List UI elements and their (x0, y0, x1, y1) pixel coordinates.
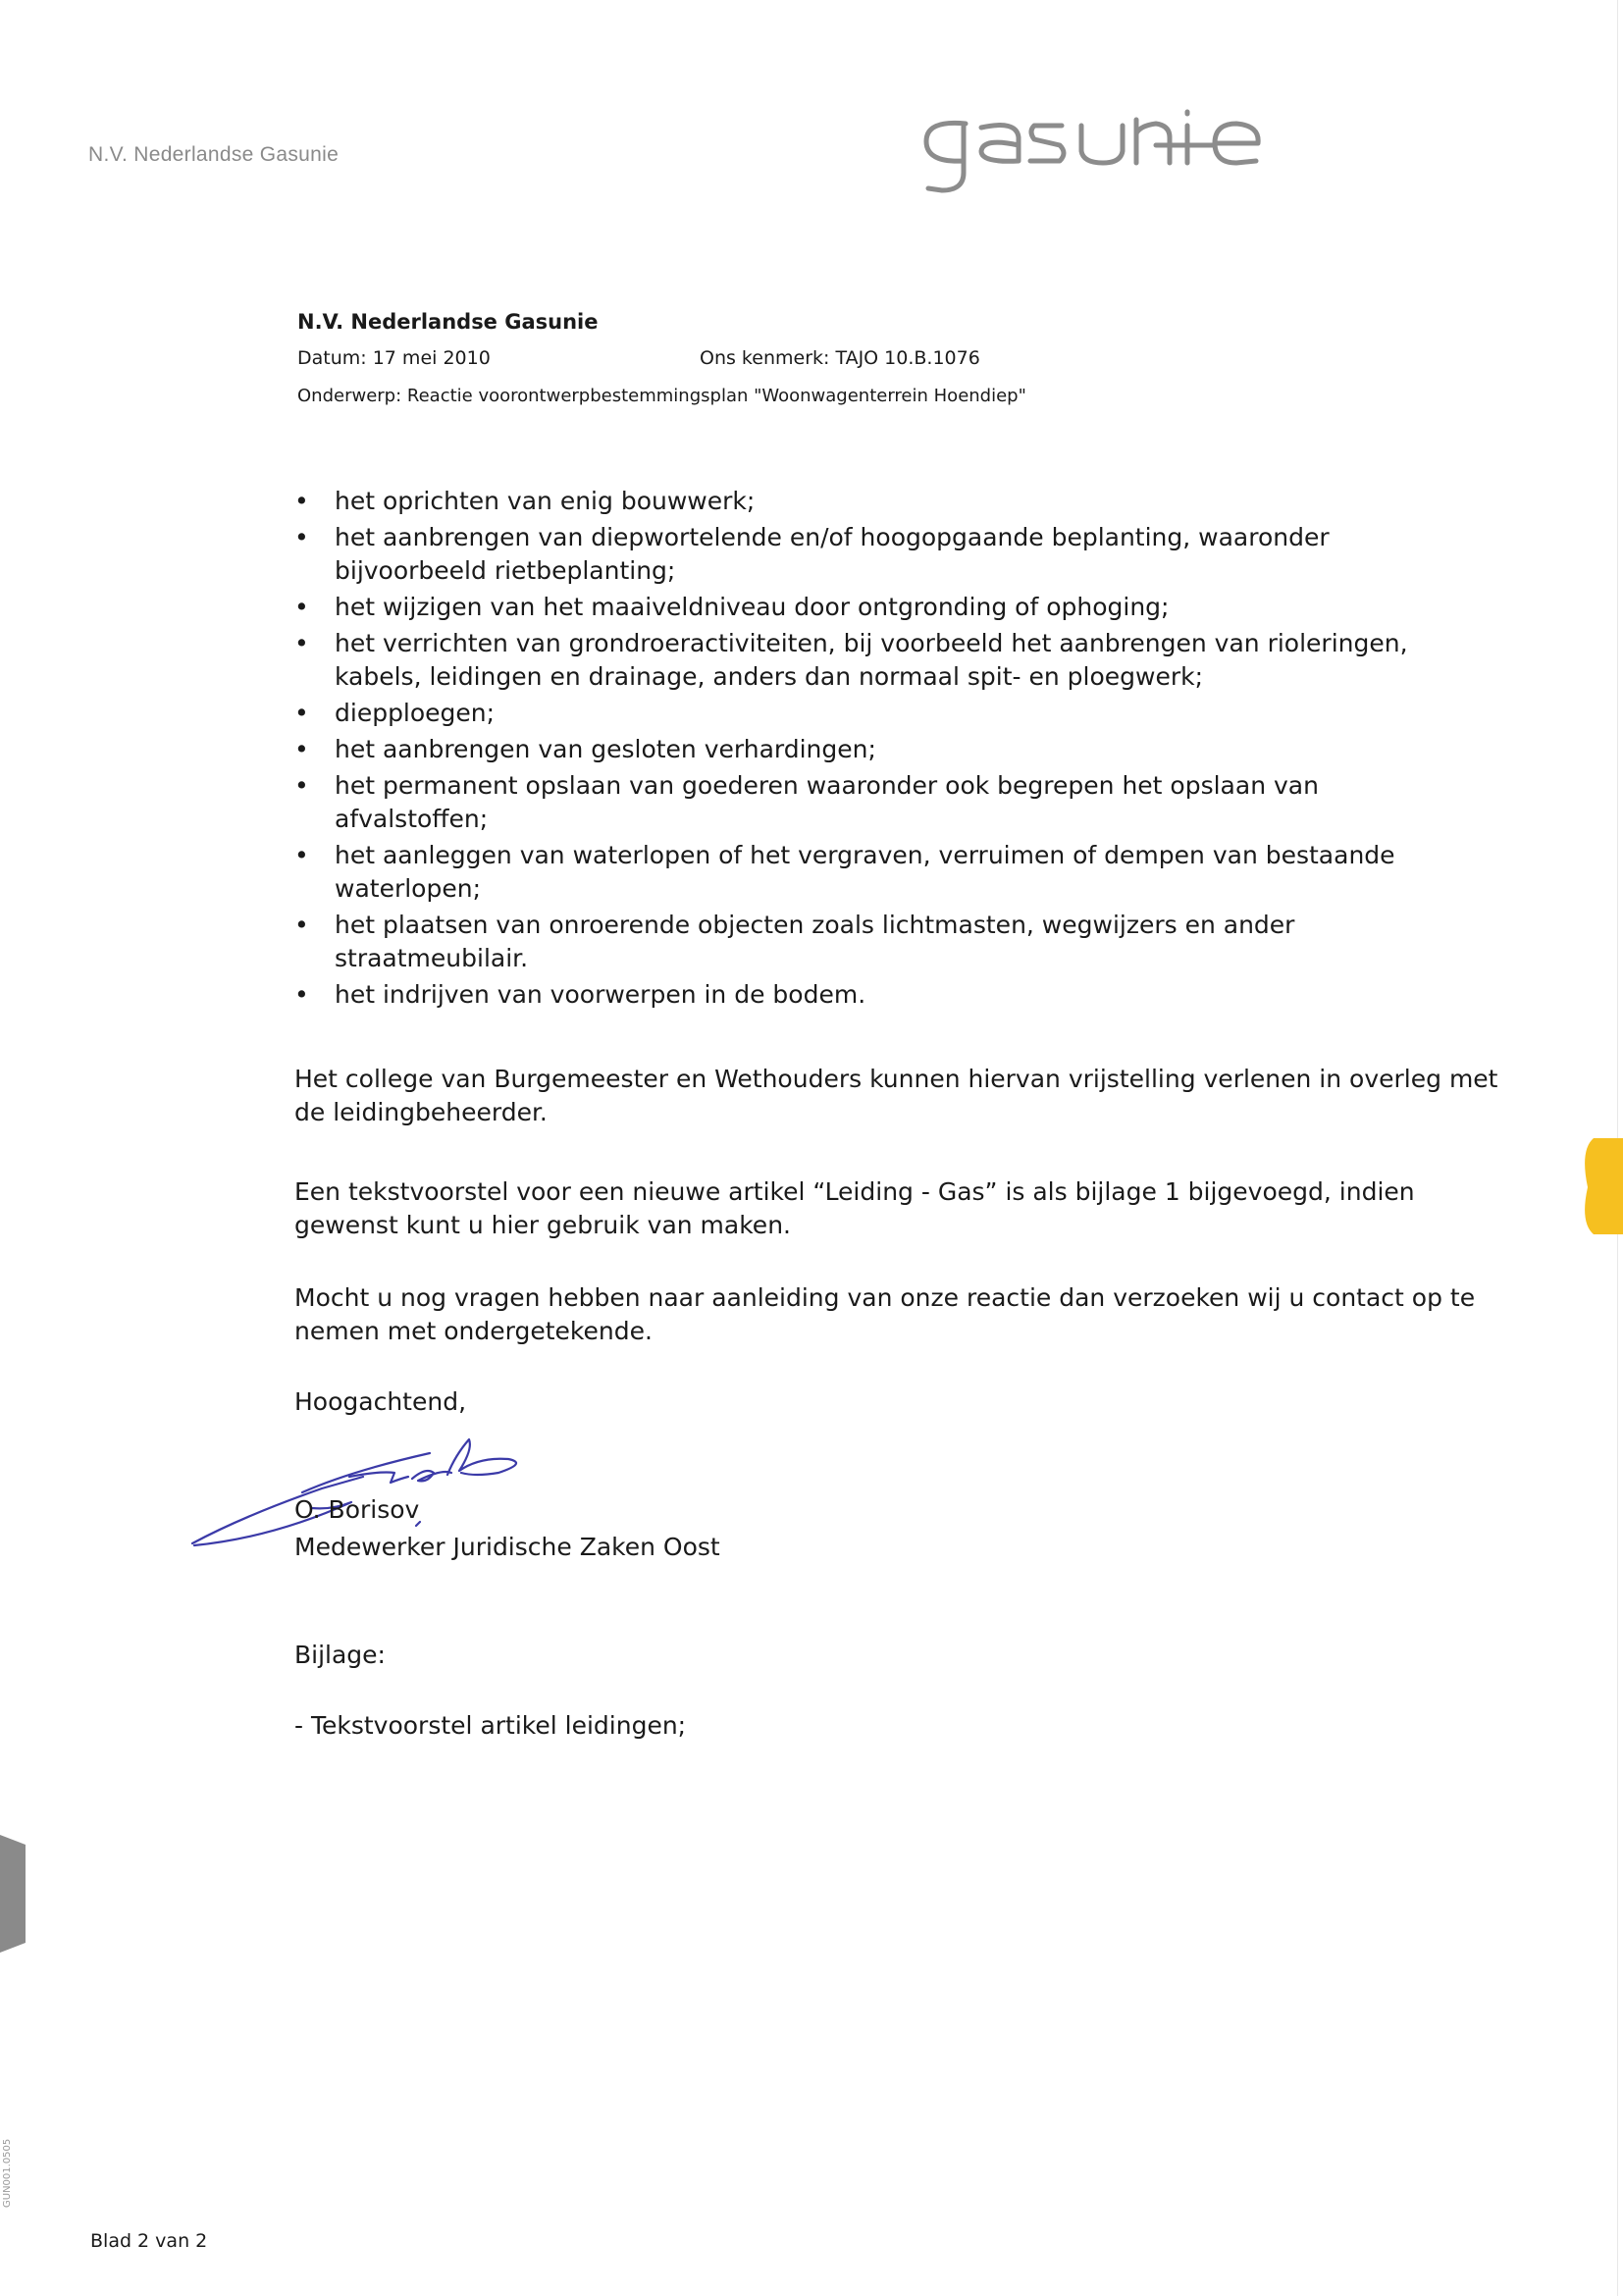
header-date: Datum: 17 mei 2010 (297, 347, 491, 369)
gray-margin-tab (0, 1835, 33, 1953)
signer-name: O. Borisov (294, 1495, 420, 1524)
list-item: • het aanleggen van waterlopen of het vergraven, verruimen of dempen van bestaande waterlopen; (294, 839, 1472, 906)
list-item: • het verrichten van grondroeractiviteiten, bij voorbeeld het aanbrengen van rioleringen, kabels, leidingen en drainage, anders dan normaal spit- en ploegwerk; (294, 627, 1472, 694)
header-company-name: N.V. Nederlandse Gasunie (297, 310, 599, 334)
yellow-margin-tab (1580, 1138, 1623, 1234)
header-subject: Onderwerp: Reactie voorontwerpbestemmingsplan "Woonwagenterrein Hoendiep" (297, 386, 1026, 406)
list-item: • het aanbrengen van diepwortelende en/of hoogopgaande beplanting, waaronder bijvoorbeeld rietbeplanting; (294, 521, 1472, 588)
paragraph-contact: Mocht u nog vragen hebben naar aanleiding van onze reactie dan verzoeken wij u contact op te nemen met ondergetekende. (294, 1283, 1476, 1345)
list-item: • het permanent opslaan van goederen waaronder ook begrepen het opslaan van afvalstoffen; (294, 769, 1472, 836)
list-item: • het aanbrengen van gesloten verhardingen; (294, 733, 1472, 766)
closing-greeting: Hoogachtend, (294, 1387, 467, 1416)
header-reference: Ons kenmerk: TAJO 10.B.1076 (700, 347, 980, 369)
paragraph-exemption: Het college van Burgemeester en Wethouders kunnen hiervan vrijstelling verlenen in overleg met de leidingbeheerder. (294, 1065, 1498, 1126)
list-item: • diepploegen; (294, 697, 1472, 730)
list-item: • het oprichten van enig bouwwerk; (294, 485, 1472, 518)
list-item: • het indrijven van voorwerpen in de bodem. (294, 978, 1472, 1012)
paragraph-proposal: Een tekstvoorstel voor een nieuwe artikel “Leiding - Gas” is als bijlage 1 bijgevoegd, indien gewenst kunt u hier gebruik van maken. (294, 1177, 1415, 1239)
gasunie-logo (920, 106, 1264, 196)
attachment-item: - Tekstvoorstel artikel leidingen; (294, 1711, 687, 1740)
side-scan-code: GUN001.0505 (2, 2138, 13, 2208)
list-item: • het wijzigen van het maaiveldniveau door ontgronding of ophoging; (294, 591, 1472, 624)
signer-role: Medewerker Juridische Zaken Oost (294, 1533, 720, 1561)
letterhead-company: N.V. Nederlandse Gasunie (88, 143, 340, 166)
attachments-label: Bijlage: (294, 1641, 386, 1669)
list-item: • het plaatsen van onroerende objecten zoals lichtmasten, wegwijzers en ander straatmeubilair. (294, 909, 1472, 975)
page-number: Blad 2 van 2 (90, 2230, 208, 2252)
restrictions-list (294, 485, 1472, 1015)
